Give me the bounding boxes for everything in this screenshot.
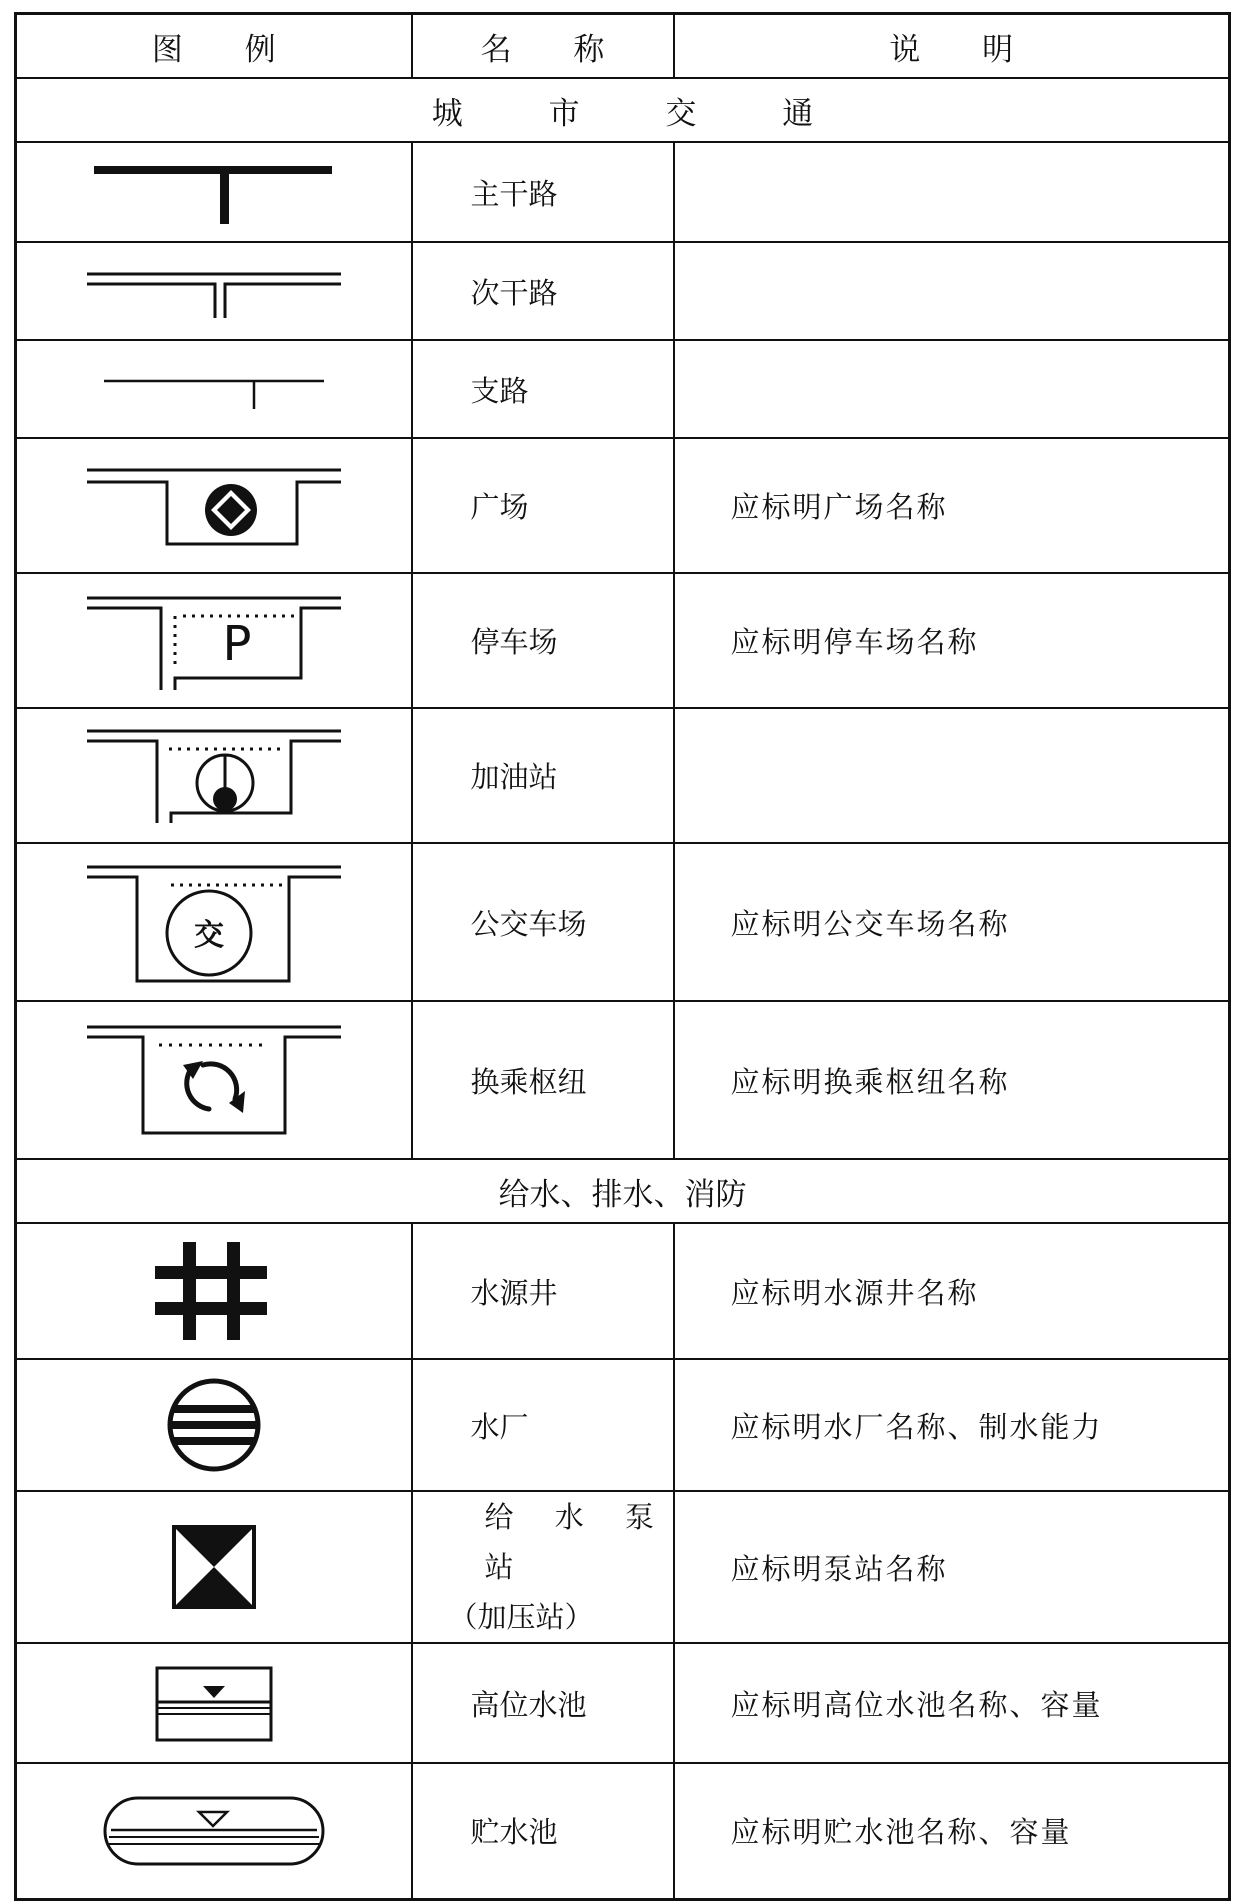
row-description: 应标明停车场名称 bbox=[674, 573, 1230, 708]
section-title: 给水、排水、消防 bbox=[16, 1159, 1230, 1223]
branch-road-symbol bbox=[16, 340, 412, 438]
table-row bbox=[16, 242, 1230, 340]
row-description: 应标明水厂名称、制水能力 bbox=[674, 1359, 1230, 1491]
row-description bbox=[674, 340, 1230, 438]
section-title: 城 市 交 通 bbox=[16, 78, 1230, 142]
parking-symbol bbox=[16, 573, 412, 708]
svg-text:P: P bbox=[222, 615, 252, 672]
row-description: 应标明泵站名称 bbox=[674, 1491, 1230, 1643]
table-row bbox=[16, 1223, 1230, 1359]
row-name: 公交车场 bbox=[412, 843, 674, 1001]
section-row-water-supply bbox=[16, 1159, 1230, 1223]
header-description: 说 明 bbox=[674, 14, 1230, 79]
row-name: 换乘枢纽 bbox=[412, 1001, 674, 1159]
row-name-line1: 给 水 泵 站 bbox=[484, 1500, 670, 1584]
row-description: 应标明广场名称 bbox=[674, 438, 1230, 573]
table-row bbox=[16, 1001, 1230, 1159]
table-row bbox=[16, 1763, 1230, 1899]
row-description bbox=[674, 242, 1230, 340]
header-legend: 图 例 bbox=[16, 14, 412, 79]
table-row bbox=[16, 573, 1230, 708]
row-name-line2: （加压站） bbox=[448, 1600, 594, 1634]
bus-depot-symbol bbox=[16, 843, 412, 1001]
row-name bbox=[412, 1491, 674, 1643]
row-description: 应标明贮水池名称、容量 bbox=[674, 1763, 1230, 1899]
row-name: 支路 bbox=[412, 340, 674, 438]
plaza-symbol bbox=[16, 438, 412, 573]
table-row bbox=[16, 1491, 1230, 1643]
svg-text:交: 交 bbox=[193, 918, 224, 953]
row-description bbox=[674, 708, 1230, 843]
secondary-road-symbol bbox=[16, 242, 412, 340]
row-name: 停车场 bbox=[412, 573, 674, 708]
transfer-hub-symbol bbox=[16, 1001, 412, 1159]
row-name: 广场 bbox=[412, 438, 674, 573]
table-row bbox=[16, 843, 1230, 1001]
section-row-urban-traffic bbox=[16, 78, 1230, 142]
row-name: 贮水池 bbox=[412, 1763, 674, 1899]
main-road-symbol bbox=[16, 142, 412, 242]
row-description: 应标明公交车场名称 bbox=[674, 843, 1230, 1001]
storage-tank-symbol bbox=[16, 1763, 412, 1899]
header-name: 名 称 bbox=[412, 14, 674, 79]
row-name: 水厂 bbox=[412, 1359, 674, 1491]
row-description: 应标明水源井名称 bbox=[674, 1223, 1230, 1359]
row-name: 高位水池 bbox=[412, 1643, 674, 1763]
table-row bbox=[16, 438, 1230, 573]
legend-table bbox=[14, 12, 1231, 1901]
table-row bbox=[16, 340, 1230, 438]
row-description: 应标明高位水池名称、容量 bbox=[674, 1643, 1230, 1763]
row-name: 加油站 bbox=[412, 708, 674, 843]
water-plant-symbol bbox=[16, 1359, 412, 1491]
row-name: 水源井 bbox=[412, 1223, 674, 1359]
pump-station-symbol bbox=[16, 1491, 412, 1643]
row-name: 次干路 bbox=[412, 242, 674, 340]
table-row bbox=[16, 1643, 1230, 1763]
gas-station-symbol bbox=[16, 708, 412, 843]
table-row bbox=[16, 142, 1230, 242]
row-description bbox=[674, 142, 1230, 242]
row-name: 主干路 bbox=[412, 142, 674, 242]
elevated-reservoir-symbol bbox=[16, 1643, 412, 1763]
table-row bbox=[16, 1359, 1230, 1491]
row-description: 应标明换乘枢纽名称 bbox=[674, 1001, 1230, 1159]
water-source-well-symbol bbox=[16, 1223, 412, 1359]
table-row bbox=[16, 708, 1230, 843]
table-header-row bbox=[16, 14, 1230, 79]
